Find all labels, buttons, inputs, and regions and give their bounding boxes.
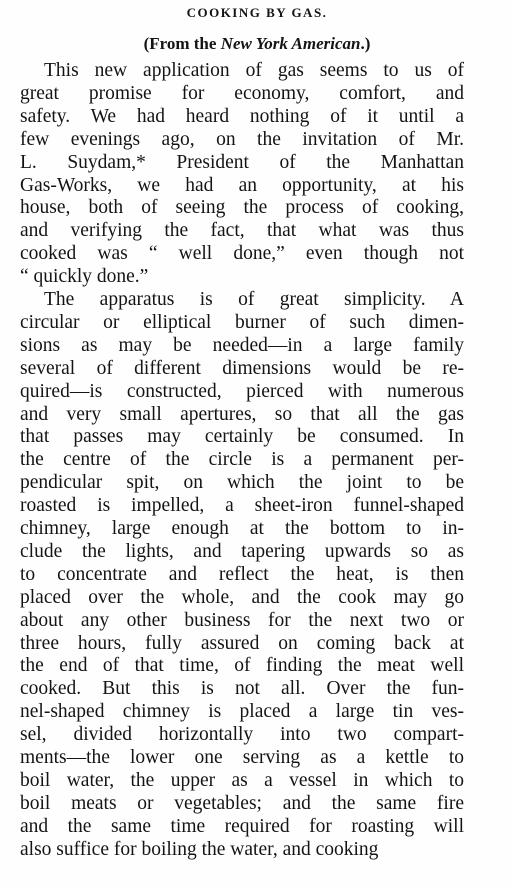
text-line: cooked was “ well done,” even though not [20,243,464,265]
text-line: three hours, fully assured on coming back at [20,632,464,654]
text-line: sel, divided horizontally into two compart- [20,724,464,746]
text-line: chimney, large enough at the bottom to in- [20,518,464,539]
source-publication: New York American [220,34,361,53]
text-line: quired—is constructed, pierced with numerous [20,380,464,402]
article-headline: COOKING BY GAS. [186,5,328,20]
text-line: roasted is impelled, a sheet-iron funnel-shaped [20,495,464,517]
text-line: ments—the lower one serving as a kettle to [20,747,464,768]
article-source-line [0,34,514,54]
text-line: also suffice for boiling the water, and cooking [20,838,379,860]
text-line: great promise for economy, comfort, and [20,82,464,104]
source-prefix: (From the [143,34,221,53]
text-line: about any other business for the next two or [20,609,464,631]
text-line: Gas-Works, we had an opportunity, at his [20,174,464,196]
text-line: The apparatus is of great simplicity. A [44,289,464,310]
text-line: This new application of gas seems to us of [44,60,464,81]
text-line: and the same time required for roasting will [20,815,464,837]
text-line: “ quickly done.” [20,266,149,288]
text-line: pendicular spit, on which the joint to be [20,472,464,494]
source-suffix: .) [360,34,371,53]
text-line: clude the lights, and tapering upwards so as [20,540,464,562]
text-line: boil meats or vegetables; and the same fire [20,792,464,814]
text-line: house, both of seeing the process of cooking, [20,197,464,219]
text-line: cooked. But this is not all. Over the fun- [20,678,464,700]
text-line: sions as may be needed—in a large family [20,334,464,356]
text-line: that passes may certainly be consumed. In [20,426,464,448]
text-line: safety. We had heard nothing of it until a [20,105,464,127]
text-line: and verifying the fact, that what was thus [20,220,464,242]
text-line: nel-shaped chimney is placed a large tin ves- [20,701,464,723]
text-line: and very small apertures, so that all the gas [20,403,464,425]
text-line: boil water, the upper as a vessel in which to [20,769,464,791]
text-line: the centre of the circle is a permanent per- [20,449,464,471]
text-line: placed over the whole, and the cook may go [20,586,464,608]
text-line: circular or elliptical burner of such dimen- [20,311,464,333]
text-line: few evenings ago, on the invitation of Mr. [20,128,464,150]
text-line: L. Suydam,* President of the Manhattan [20,151,464,173]
text-line: to concentrate and reflect the heat, is then [20,563,464,585]
text-line: several of different dimensions would be re- [20,357,464,379]
text-line: the end of that time, of finding the meat well [20,655,464,677]
